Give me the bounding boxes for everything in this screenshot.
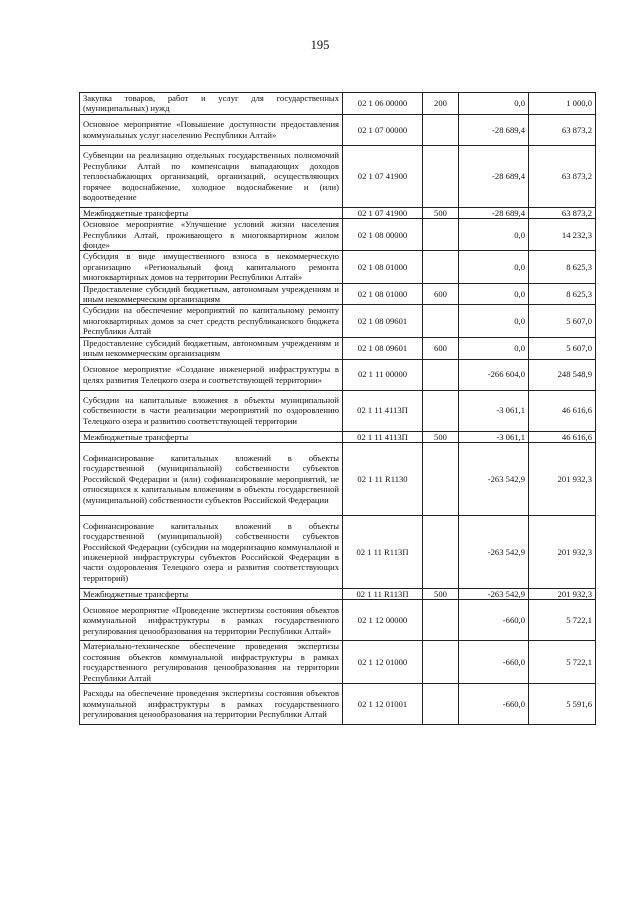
table-row (80, 207, 596, 218)
table-row (80, 219, 596, 251)
row-change: -28 689,4 (459, 114, 529, 145)
row-code: 02 1 11 4113П (343, 431, 423, 442)
row-name: Межбюджетные трансферты (80, 431, 343, 442)
row-expense-type (423, 305, 459, 337)
page-number: 195 (310, 38, 330, 52)
table-row (80, 588, 596, 599)
row-name: Предоставление субсидий бюджетным, автономным учреждениям и иным некоммерческим организациям (80, 337, 343, 359)
table-row (80, 683, 596, 724)
row-name: Основное мероприятие «Проведение экспертизы состояния объектов коммунальной инфраструктуры в рамках государственного регулирования ценообразования на территории Республики Алтай» (80, 600, 343, 641)
row-name: Материально-техническое обеспечение проведения экспертизы состояния объектов коммунальной инфраструктуры в рамках государственного регулирования ценообразования на территории Республики Алтай (80, 641, 343, 684)
row-name: Основное мероприятие «Повышение доступности предоставления коммунальных услуг населению Республики Алтай» (80, 114, 343, 145)
row-expense-type (423, 390, 459, 431)
row-name: Субсидии на обеспечение мероприятий по капитальному ремонту многоквартирных домов за счет средств республиканского бюджета Республики Алтай (80, 305, 343, 337)
row-total: 5 591,6 (529, 683, 596, 724)
table-row (80, 390, 596, 431)
row-change: -266 604,0 (459, 359, 529, 390)
row-expense-type: 500 (423, 207, 459, 218)
row-name: Субсидия в виде имущественного взноса в некоммерческую организацию «Региональный фонд капитального ремонта многоквартирных домов на территории Республики Алтай» (80, 251, 343, 283)
row-total: 46 616,6 (529, 431, 596, 442)
row-change: -660,0 (459, 600, 529, 641)
row-code: 02 1 06 00000 (343, 93, 423, 115)
row-change: 0,0 (459, 251, 529, 283)
row-expense-type (423, 515, 459, 588)
table-row (80, 641, 596, 684)
table-row (80, 145, 596, 207)
row-total: 248 548,9 (529, 359, 596, 390)
row-code: 02 1 11 R1130 (343, 442, 423, 515)
row-code: 02 1 07 00000 (343, 114, 423, 145)
row-total: 8 625,3 (529, 283, 596, 305)
table-row (80, 93, 596, 115)
row-change: 0,0 (459, 305, 529, 337)
row-code: 02 1 08 00000 (343, 219, 423, 251)
row-expense-type: 500 (423, 588, 459, 599)
table-row (80, 442, 596, 515)
row-expense-type (423, 114, 459, 145)
row-total: 63 873,2 (529, 114, 596, 145)
row-code: 02 1 12 00000 (343, 600, 423, 641)
row-code: 02 1 11 4113П (343, 390, 423, 431)
row-name: Софинансирование капитальных вложений в объекты государственной (муниципальной) собственности субъектов Российской Федерации и (или) софинансирование мероприятий, не относящихся к капитальным вложениям в объекты государственной (муниципальной) собственности субъектов Российской Федерации (80, 442, 343, 515)
row-expense-type (423, 219, 459, 251)
row-expense-type (423, 683, 459, 724)
row-name: Основное мероприятие «Создание инженерной инфраструктуры в целях развития Телецкого озера и соответствующей территории» (80, 359, 343, 390)
row-change: 0,0 (459, 219, 529, 251)
table-row (80, 359, 596, 390)
row-code: 02 1 12 01000 (343, 641, 423, 684)
table-row (80, 305, 596, 337)
row-code: 02 1 12 01001 (343, 683, 423, 724)
row-total: 14 232,3 (529, 219, 596, 251)
table-row (80, 337, 596, 359)
row-code: 02 1 08 01000 (343, 283, 423, 305)
row-name: Расходы на обеспечение проведения экспертизы состояния объектов коммунальной инфраструктуры в рамках государственного регулирования ценообразования на территории Республики Алтай (80, 683, 343, 724)
row-total: 63 873,2 (529, 207, 596, 218)
row-code: 02 1 11 R113П (343, 588, 423, 599)
row-change: -263 542,9 (459, 588, 529, 599)
row-change: -660,0 (459, 641, 529, 684)
row-name: Субвенции на реализацию отдельных государственных полномочий Республики Алтай по компенсации выпадающих доходов теплоснабжающих организаций, организаций, осуществляющих горячее водоснабжение, холодное водоснабжение и (или) водоотведение (80, 145, 343, 207)
row-name: Субсидии на капитальные вложения в объекты муниципальной собственности в части реализации мероприятий по оздоровлению Телецкого озера и развитию соответствующей территории (80, 390, 343, 431)
table-row (80, 515, 596, 588)
row-name: Межбюджетные трансферты (80, 207, 343, 218)
row-total: 8 625,3 (529, 251, 596, 283)
row-code: 02 1 08 01000 (343, 251, 423, 283)
row-total: 5 722,1 (529, 641, 596, 684)
row-name: Межбюджетные трансферты (80, 588, 343, 599)
row-change: 0,0 (459, 283, 529, 305)
row-code: 02 1 11 R113П (343, 515, 423, 588)
row-change: 0,0 (459, 337, 529, 359)
row-expense-type: 600 (423, 283, 459, 305)
row-total: 201 932,3 (529, 515, 596, 588)
row-expense-type (423, 359, 459, 390)
row-expense-type (423, 145, 459, 207)
row-name: Софинансирование капитальных вложений в объекты государственной (муниципальной) собственности субъектов Российской Федерации (субсидии на модернизацию коммунальной и инженерной инфраструктуры субъектов Российской Федерации в части оздоровления Телецкого озера и развития соответствующих территорий) (80, 515, 343, 588)
row-change: -3 061,1 (459, 390, 529, 431)
row-total: 5 722,1 (529, 600, 596, 641)
row-change: -28 689,4 (459, 207, 529, 218)
table-row (80, 114, 596, 145)
row-expense-type: 500 (423, 431, 459, 442)
row-code: 02 1 08 09601 (343, 337, 423, 359)
row-expense-type (423, 641, 459, 684)
row-expense-type: 600 (423, 337, 459, 359)
table-row (80, 431, 596, 442)
row-code: 02 1 11 00000 (343, 359, 423, 390)
row-total: 1 000,0 (529, 93, 596, 115)
table-row (80, 600, 596, 641)
row-total: 5 607,0 (529, 305, 596, 337)
row-change: -263 542,9 (459, 442, 529, 515)
row-name: Основное мероприятие «Улучшение условий жизни населения Республики Алтай, проживающего в многоквартирном жилом фонде» (80, 219, 343, 251)
row-expense-type: 200 (423, 93, 459, 115)
row-code: 02 1 07 41900 (343, 145, 423, 207)
row-total: 201 932,3 (529, 588, 596, 599)
row-expense-type (423, 600, 459, 641)
table-row (80, 283, 596, 305)
row-total: 46 616,6 (529, 390, 596, 431)
row-name: Закупка товаров, работ и услуг для государственных (муниципальных) нужд (80, 93, 343, 115)
row-total: 201 932,3 (529, 442, 596, 515)
row-name: Предоставление субсидий бюджетным, автономным учреждениям и иным некоммерческим организациям (80, 283, 343, 305)
row-change: -660,0 (459, 683, 529, 724)
row-expense-type (423, 251, 459, 283)
table-row (80, 251, 596, 283)
row-change: -263 542,9 (459, 515, 529, 588)
row-code: 02 1 07 41900 (343, 207, 423, 218)
row-change: -3 061,1 (459, 431, 529, 442)
row-total: 63 873,2 (529, 145, 596, 207)
row-expense-type (423, 442, 459, 515)
row-change: -28 689,4 (459, 145, 529, 207)
budget-table (79, 92, 596, 725)
row-code: 02 1 08 09601 (343, 305, 423, 337)
row-change: 0,0 (459, 93, 529, 115)
budget-table-body (80, 93, 596, 725)
row-total: 5 607,0 (529, 337, 596, 359)
